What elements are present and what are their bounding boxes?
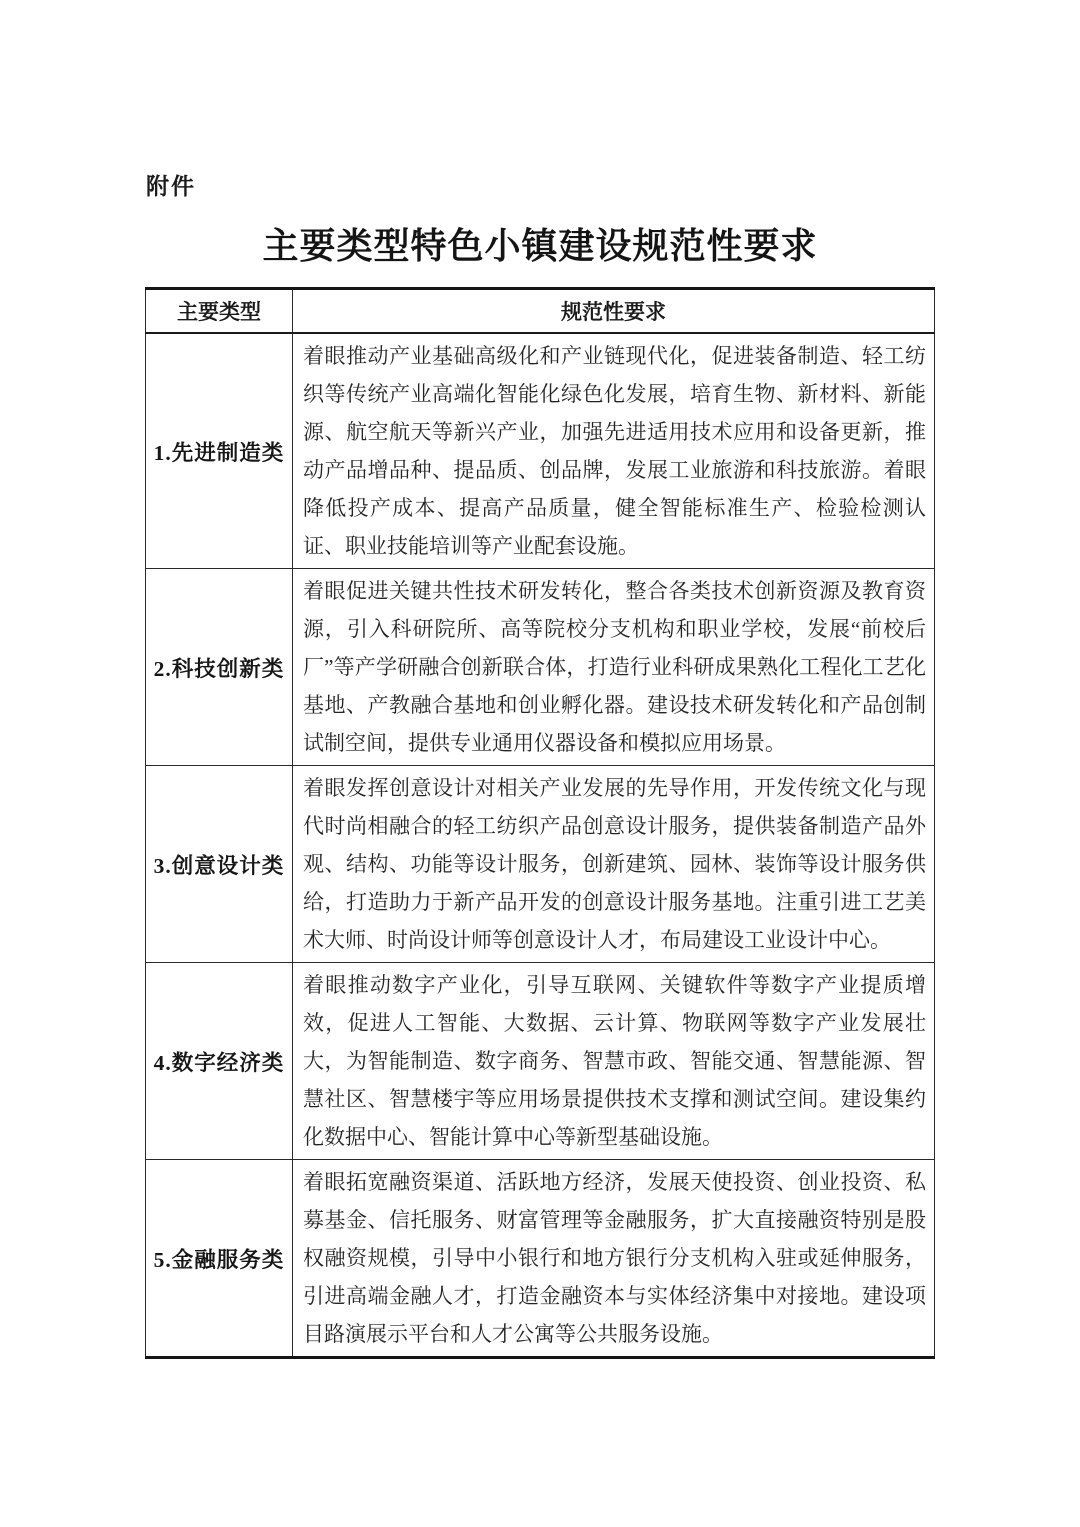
table-row [146, 1160, 935, 1358]
table-row [146, 569, 935, 766]
row-type-label: 3.创意设计类 [146, 766, 293, 963]
row-type-label: 4.数字经济类 [146, 963, 293, 1160]
column-header-type: 主要类型 [146, 289, 293, 334]
attachment-label: 附件 [146, 174, 196, 199]
column-header-requirement: 规范性要求 [293, 289, 935, 334]
page-title: 主要类型特色小镇建设规范性要求 [262, 226, 818, 266]
requirements-table [145, 287, 935, 1359]
row-requirement-text: 着眼推动数字产业化，引导互联网、关键软件等数字产业提质增效，促进人工智能、大数据、云计算、物联网等数字产业发展壮大，为智能制造、数字商务、智慧市政、智能交通、智慧能源、智慧社区、智慧楼宇等应用场景提供技术支撑和测试空间。建设集约化数据中心、智能计算中心等新型基础设施。 [293, 963, 935, 1160]
row-requirement-text: 着眼拓宽融资渠道、活跃地方经济，发展天使投资、创业投资、私募基金、信托服务、财富管理等金融服务，扩大直接融资特别是股权融资规模，引导中小银行和地方银行分支机构入驻或延伸服务，引进高端金融人才，打造金融资本与实体经济集中对接地。建设项目路演展示平台和人才公寓等公共服务设施。 [293, 1160, 935, 1358]
row-requirement-text: 着眼推动产业基础高级化和产业链现代化，促进装备制造、轻工纺织等传统产业高端化智能化绿色化发展，培育生物、新材料、新能源、航空航天等新兴产业，加强先进适用技术应用和设备更新，推动产品增品种、提品质、创品牌，发展工业旅游和科技旅游。着眼降低投产成本、提高产品质量，健全智能标准生产、检验检测认证、职业技能培训等产业配套设施。 [293, 333, 935, 569]
table-row [146, 963, 935, 1160]
table-row [146, 766, 935, 963]
row-type-label: 1.先进制造类 [146, 333, 293, 569]
row-requirement-text: 着眼促进关键共性技术研发转化，整合各类技术创新资源及教育资源，引入科研院所、高等院校分支机构和职业学校，发展“前校后厂”等产学研融合创新联合体，打造行业科研成果熟化工程化工艺化基地、产教融合基地和创业孵化器。建设技术研发转化和产品创制试制空间，提供专业通用仪器设备和模拟应用场景。 [293, 569, 935, 766]
table-header-row [146, 289, 935, 334]
table-row [146, 333, 935, 569]
row-type-label: 5.金融服务类 [146, 1160, 293, 1358]
row-type-label: 2.科技创新类 [146, 569, 293, 766]
row-requirement-text: 着眼发挥创意设计对相关产业发展的先导作用，开发传统文化与现代时尚相融合的轻工纺织产品创意设计服务，提供装备制造产品外观、结构、功能等设计服务，创新建筑、园林、装饰等设计服务供给，打造助力于新产品开发的创意设计服务基地。注重引进工艺美术大师、时尚设计师等创意设计人才，布局建设工业设计中心。 [293, 766, 935, 963]
